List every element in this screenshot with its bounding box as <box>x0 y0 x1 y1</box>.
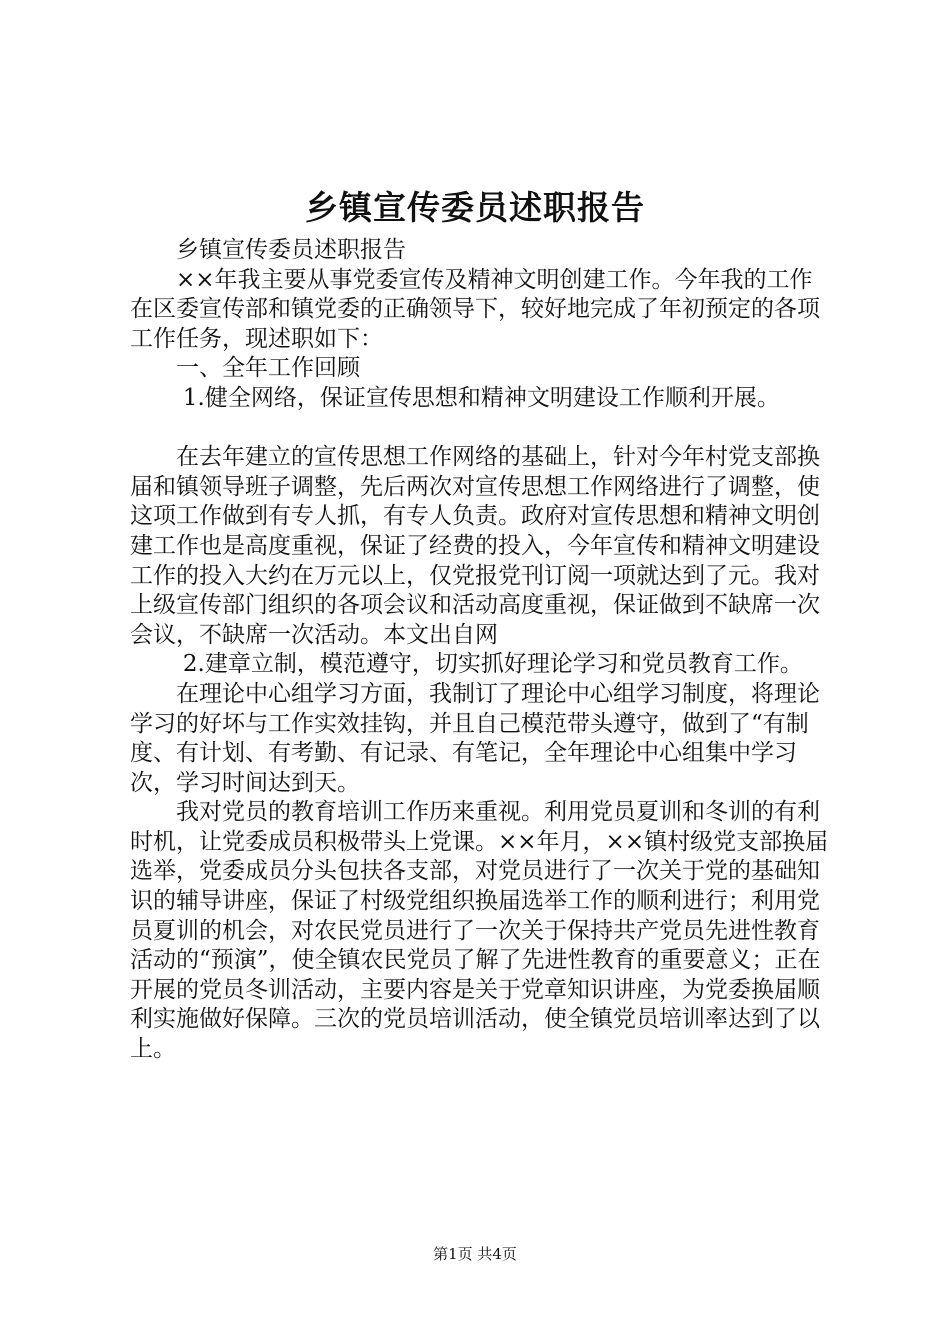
paragraph-subtitle: 乡镇宣传委员述职报告 <box>176 237 406 263</box>
section-heading: 一、全年工作回顾 <box>176 355 360 382</box>
paragraph-training: 我对党员的教育培训工作历来重视。利用党员夏训和冬训的有利时机，让党委成员积极带头上党课。××年月，××镇村级党支部换届选举，党委成员分头包扶各支部，对党员进行了一次关于党的基础知识的辅导讲座，保证了村级党组织换届选举工作的顺利进行；利用党员夏训的机会，对农民党员进行了一次关于保持共产党员先进性教育活动的“预演”，使全镇农民党员了解了先进性教育的重要意义；正在开展的党员冬训活动，主要内容是关于党章知识讲座，为党委换届顺利实施做好保障。三次的党员培训活动，使全镇党员培训率达到了以上。 <box>130 799 829 1063</box>
paragraph-network: 在去年建立的宣传思想工作网络的基础上，针对今年村党支部换届和镇领导班子调整，先后两次对宣传思想工作网络进行了调整，使这项工作做到有专人抓，有专人负责。政府对宣传思想和精神文明创建工作也是高度重视，保证了经费的投入，今年宣传和精神文明建设工作的投入大约在万元以上，仅党报党刊订阅一项就达到了元。我对上级宣传部门组织的各项会议和活动高度重视，保证做到不缺席一次会议，不缺席一次活动。本文出自网 <box>130 444 820 648</box>
item-heading-1: 1.健全网络，保证宣传思想和精神文明建设工作顺利开展。 <box>182 384 780 411</box>
document-title: 乡镇宣传委员述职报告 <box>305 188 645 227</box>
document-body <box>130 236 830 1065</box>
page-number: 第1页 共4页 <box>433 1245 517 1263</box>
paragraph-intro: ××年我主要从事党委宣传及精神文明创建工作。今年我的工作在区委宣传部和镇党委的正确领导下，较好地完成了年初预定的各项工作任务，现述职如下： <box>130 266 820 352</box>
item-heading-2: 2.建章立制，模范遵守，切实抓好理论学习和党员教育工作。 <box>182 651 803 678</box>
paragraph-theory: 在理论中心组学习方面，我制订了理论中心组学习制度，将理论学习的好坏与工作实效挂钩，并且自己模范带头遵守，做到了“有制度、有计划、有考勤、有记录、有笔记，全年理论中心组集中学习次，学习时间达到天。 <box>130 680 820 796</box>
